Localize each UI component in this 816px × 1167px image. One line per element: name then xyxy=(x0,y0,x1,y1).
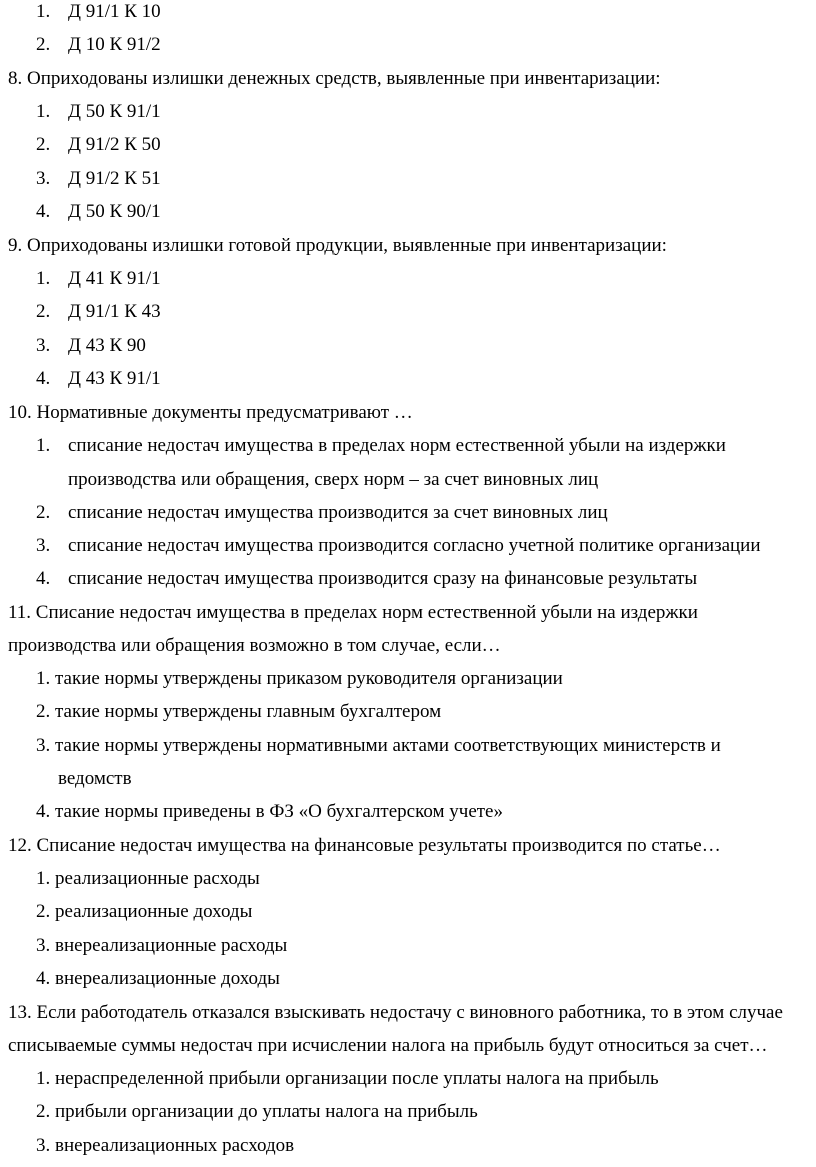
answer-option: 2. реализационные доходы xyxy=(36,901,253,922)
option-text: Д 91/2 К 50 xyxy=(68,134,161,155)
option-text-continuation: производства или обращения, сверх норм – за счет виновных лиц xyxy=(68,469,599,490)
question-text: списываемые суммы недостач при исчислении налога на прибыль будут относиться за счет… xyxy=(8,1035,768,1056)
option-text: списание недостач имущества производится согласно учетной политике организации xyxy=(68,535,761,556)
option-text: Д 41 К 91/1 xyxy=(68,268,161,289)
answer-option: 3. такие нормы утверждены нормативными актами соответствующих министерств и xyxy=(36,735,721,756)
option-text-continuation: ведомств xyxy=(58,768,132,789)
option-number: 1. xyxy=(36,101,51,122)
answer-option: 3. внереализационные расходы xyxy=(36,935,288,956)
option-number: 1. xyxy=(36,1,51,22)
question-text: 8. Оприходованы излишки денежных средств, выявленные при инвентаризации: xyxy=(8,68,661,89)
answer-option: 1. реализационные расходы xyxy=(36,868,260,889)
option-number: 2. xyxy=(36,34,51,55)
answer-option: 4. такие нормы приведены в ФЗ «О бухгалтерском учете» xyxy=(36,801,503,822)
question-text: 12. Списание недостач имущества на финансовые результаты производится по статье… xyxy=(8,835,721,856)
question-text: 10. Нормативные документы предусматривают … xyxy=(8,402,413,423)
option-text: Д 50 К 90/1 xyxy=(68,201,161,222)
option-text: Д 43 К 91/1 xyxy=(68,368,161,389)
option-number: 4. xyxy=(36,568,51,589)
option-text: Д 91/1 К 10 xyxy=(68,1,161,22)
option-text: списание недостач имущества в пределах норм естественной убыли на издержки xyxy=(68,435,726,456)
option-text: Д 91/2 К 51 xyxy=(68,168,161,189)
option-number: 2. xyxy=(36,502,51,523)
answer-option: 2. прибыли организации до уплаты налога на прибыль xyxy=(36,1101,478,1122)
option-number: 3. xyxy=(36,535,51,556)
option-number: 1. xyxy=(36,268,51,289)
option-text: списание недостач имущества производится сразу на финансовые результаты xyxy=(68,568,698,589)
answer-option: 3. внереализационных расходов xyxy=(36,1135,295,1156)
option-text: Д 91/1 К 43 xyxy=(68,301,161,322)
answer-option: 2. такие нормы утверждены главным бухгалтером xyxy=(36,701,442,722)
question-text: 11. Списание недостач имущества в пределах норм естественной убыли на издержки xyxy=(8,602,698,623)
option-text: Д 43 К 90 xyxy=(68,335,146,356)
answer-option: 1. нераспределенной прибыли организации после уплаты налога на прибыль xyxy=(36,1068,659,1089)
option-number: 4. xyxy=(36,368,51,389)
option-text: Д 50 К 91/1 xyxy=(68,101,161,122)
option-number: 4. xyxy=(36,201,51,222)
question-text: 13. Если работодатель отказался взыскивать недостачу с виновного работника, то в этом случае xyxy=(8,1002,783,1023)
option-number: 3. xyxy=(36,168,51,189)
answer-option: 4. внереализационные доходы xyxy=(36,968,280,989)
option-text: Д 10 К 91/2 xyxy=(68,34,161,55)
option-number: 3. xyxy=(36,335,51,356)
option-number: 2. xyxy=(36,134,51,155)
question-text: 9. Оприходованы излишки готовой продукции, выявленные при инвентаризации: xyxy=(8,235,667,256)
question-text: производства или обращения возможно в том случае, если… xyxy=(8,635,501,656)
option-text: списание недостач имущества производится за счет виновных лиц xyxy=(68,502,608,523)
option-number: 1. xyxy=(36,435,51,456)
option-number: 2. xyxy=(36,301,51,322)
answer-option: 1. такие нормы утверждены приказом руководителя организации xyxy=(36,668,563,689)
